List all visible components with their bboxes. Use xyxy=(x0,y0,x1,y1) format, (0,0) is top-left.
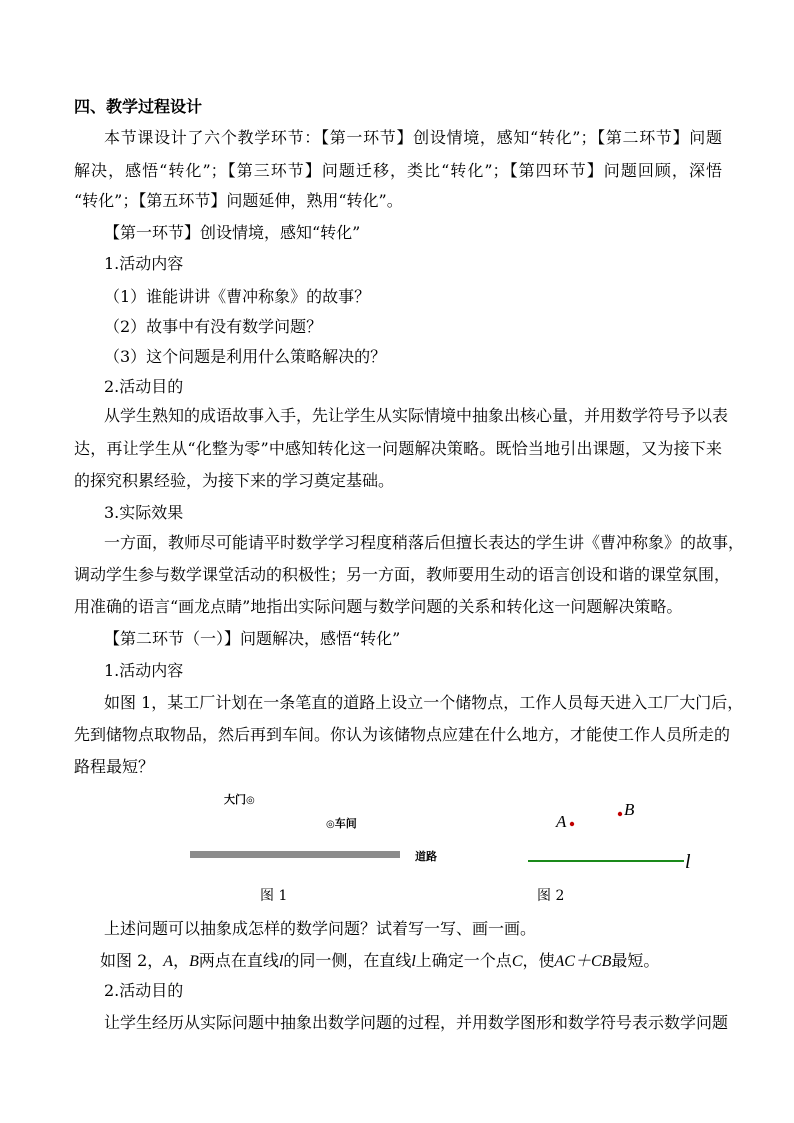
fig2-label-a: A xyxy=(556,812,567,831)
stage1-purpose-line-3: 的探究积累经验，为接下来的学习奠定基础。 xyxy=(74,471,395,490)
workshop-marker-icon: ◎ xyxy=(326,819,335,830)
stage2-abstract-line: 上述问题可以抽象成怎样的数学问题？试着写一写、画一画。 xyxy=(104,919,537,938)
stage2-problem-line-1: 如图 1，某工厂计划在一条笔直的道路上设立一个储物点，工作人员每天进入工厂大门后， xyxy=(104,693,744,712)
stage1-content-title: 1.活动内容 xyxy=(104,254,184,273)
intro-line-3: “转化”；【第五环节】问题延伸，熟用“转化”。 xyxy=(74,191,403,210)
stage1-effect-line-3: 用准确的语言“画龙点睛”地指出实际问题与数学问题的关系和转化这一问题解决策略。 xyxy=(74,597,683,616)
stage1-question-1: （1）谁能讲讲《曹冲称象》的故事？ xyxy=(104,287,371,306)
fig2-label-b: B xyxy=(624,800,635,819)
stage2-fig2-text: 如图 2，A，B两点在直线l的同一侧，在直线l上确定一个点C，使AC＋CB最短。 xyxy=(100,951,660,970)
stage1-question-2: （2）故事中有没有数学问题？ xyxy=(104,317,323,336)
intro-line-2: 解决，感悟“转化”；【第三环节】问题迁移，类比“转化”；【第四环节】问题回顾，深悟 xyxy=(74,161,722,180)
intro-line-1: 本节课设计了六个教学环节：【第一环节】创设情境，感知“转化”；【第二环节】问题 xyxy=(104,128,722,147)
stage2-purpose-line: 让学生经历从实际问题中抽象出数学问题的过程，并用数学图形和数学符号表示数学问题 xyxy=(104,1013,729,1032)
stage1-effect-title: 3.实际效果 xyxy=(104,503,184,522)
fig2-diagram xyxy=(520,795,710,875)
stage1-question-3: （3）这个问题是利用什么策略解决的？ xyxy=(104,347,387,366)
fig1-road-bar xyxy=(190,851,400,858)
fig2-label-l: l xyxy=(685,851,691,873)
fig1-road-label: 道路 xyxy=(415,850,437,863)
stage2-content-title: 1.活动内容 xyxy=(104,661,184,680)
section-title: 四、教学过程设计 xyxy=(74,97,203,116)
fig1-gate-label: 大门◎ xyxy=(224,793,255,806)
stage1-purpose-title: 2.活动目的 xyxy=(104,377,184,396)
stage1-effect-line-2: 调动学生参与数学课堂活动的积极性；另一方面，教师要用生动的语言创设和谐的课堂氛围， xyxy=(74,565,731,584)
stage1-purpose-line-2: 达，再让学生从“化整为零”中感知转化这一问题解决策略。既恰当地引出课题，又为接下来 xyxy=(74,439,722,458)
stage2-problem-line-2: 先到储物点取物品，然后再到车间。你认为该储物点应建在什么地方，才能使工作人员所走的 xyxy=(74,725,731,744)
fig1-caption: 图 1 xyxy=(260,888,288,904)
gate-marker-icon: ◎ xyxy=(246,795,255,806)
fig2-caption: 图 2 xyxy=(537,888,565,904)
fig2-point-a xyxy=(570,822,574,826)
stage2-problem-line-3: 路程最短？ xyxy=(74,757,155,776)
stage1-heading: 【第一环节】创设情境，感知“转化” xyxy=(104,223,361,242)
stage2-purpose-title: 2.活动目的 xyxy=(104,981,184,1000)
stage2-heading: 【第二环节（一）】问题解决，感悟“转化” xyxy=(104,629,401,648)
stage1-purpose-line-1: 从学生熟知的成语故事入手，先让学生从实际情境中抽象出核心量，并用数学符号予以表 xyxy=(104,406,729,425)
stage1-effect-line-1: 一方面，教师尽可能请平时数学学习程度稍落后但擅长表达的学生讲《曹冲称象》的故事， xyxy=(104,533,745,552)
fig2-point-b xyxy=(618,812,622,816)
fig1-workshop-label: ◎车间 xyxy=(326,817,357,830)
